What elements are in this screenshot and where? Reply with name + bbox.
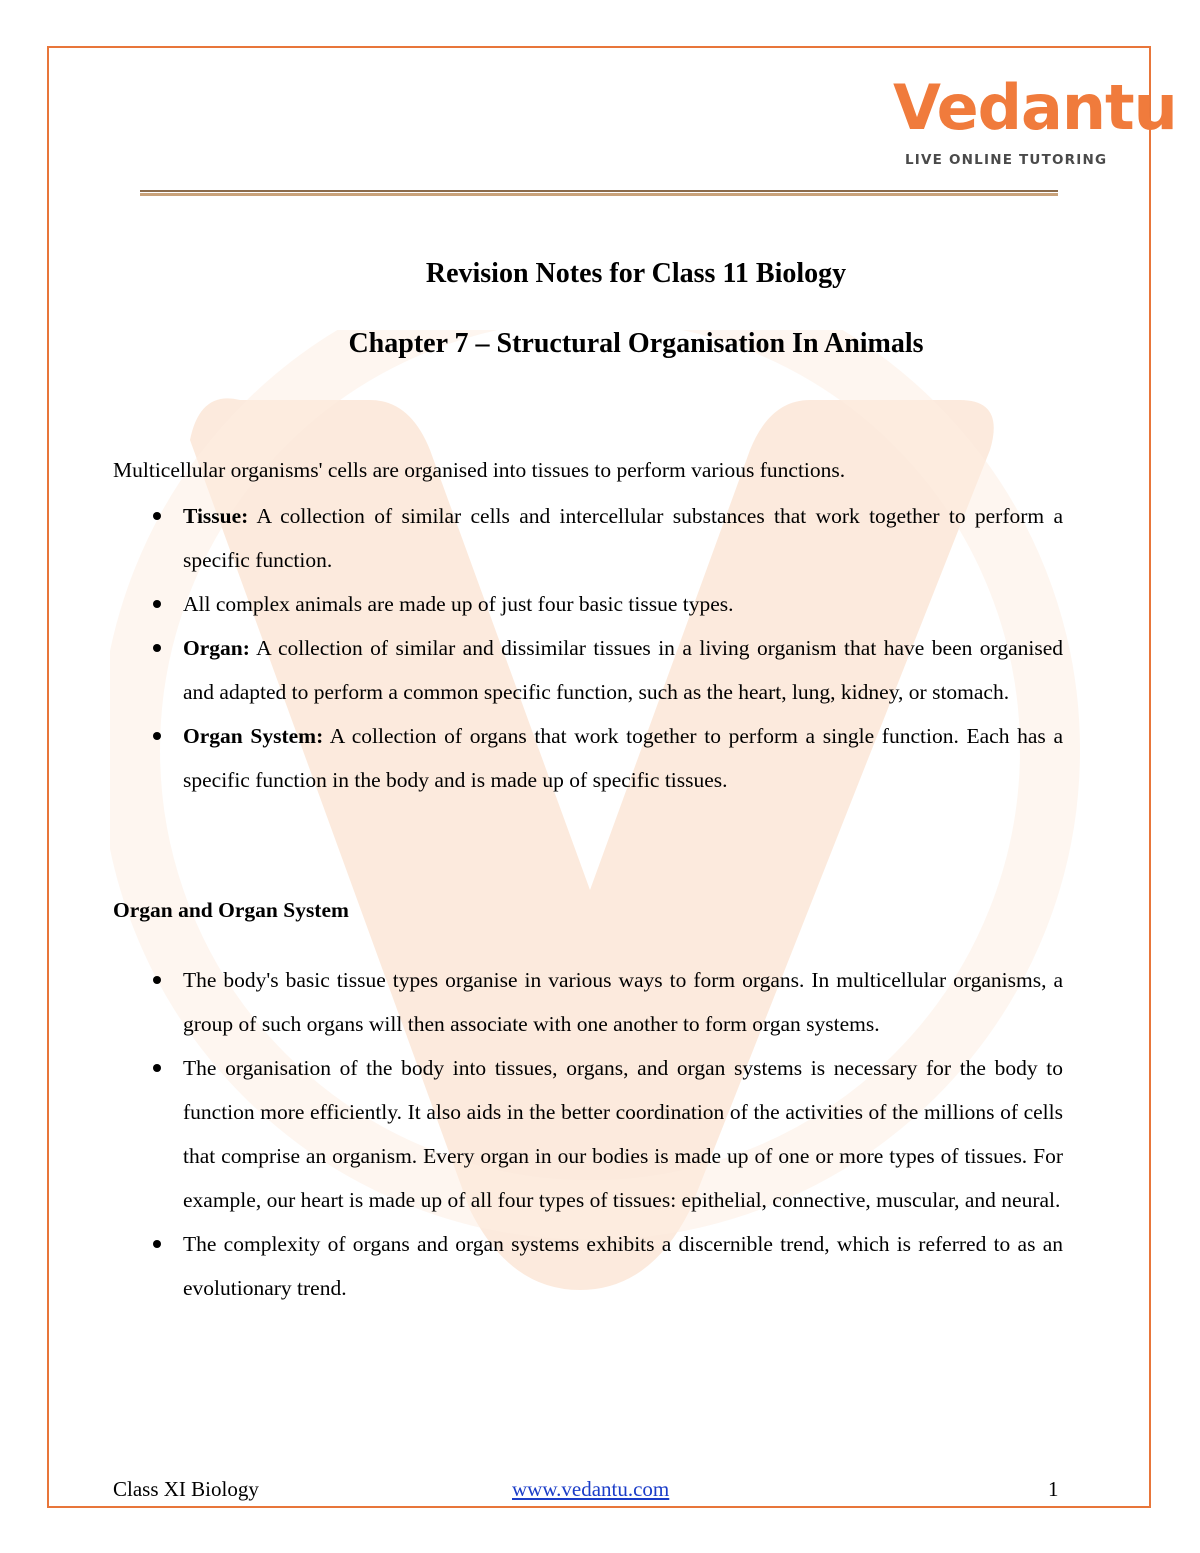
vedantu-logo [893,68,1177,178]
logo-tagline: LIVE ONLINE TUTORING [905,152,1108,168]
list-item [113,714,1063,802]
term-label: Tissue: [183,504,249,528]
term-text: A collection of similar and dissimilar tissues in a living organism that have been organised and adapted to perform a common specific function, such as the heart, lung, kidney, or stomach. [183,636,1063,704]
header-rule [140,190,1058,196]
term-label: Organ: [183,636,250,660]
list-item: The body's basic tissue types organise in various ways to form organs. In multicellular organisms, a group of such organs will then associate with one another to form organ systems. [113,958,1063,1046]
definitions-list [113,494,1063,802]
intro-paragraph: Multicellular organisms' cells are organised into tissues to perform various functions. [113,458,846,482]
footer-class-label: Class XI Biology [113,1477,259,1501]
term-text: A collection of organs that work together to perform a single function. Each has a specific function in the body and is made up of specific tissues. [183,724,1063,792]
term-label: Organ System: [183,724,324,748]
section-points-list [113,958,1063,1310]
list-item [113,494,1063,582]
logo-wordmark: Vedantu [893,71,1177,144]
chapter-title: Chapter 7 – Structural Organisation In Animals [348,328,924,359]
term-text: All complex animals are made up of just four basic tissue types. [183,592,734,616]
list-item [113,626,1063,714]
list-item [113,582,1063,626]
list-item: The complexity of organs and organ systems exhibits a discernible trend, which is referred to as an evolutionary trend. [113,1222,1063,1310]
page-number: 1 [1048,1477,1059,1501]
list-item: The organisation of the body into tissues, organs, and organ systems is necessary for the body to function more efficiently. It also aids in the better coordination of the activities of the millions of cells that comprise an organism. Every organ in our bodies is made up of one or more types of tissues. For example, our heart is made up of all four types of tissues: epithelial, connective, muscular, and neural. [113,1046,1063,1222]
footer-website-link[interactable]: www.vedantu.com [512,1477,670,1501]
section-heading: Organ and Organ System [113,898,349,922]
term-text: A collection of similar cells and intercellular substances that work together to perform a specific function. [183,504,1063,572]
document-title: Revision Notes for Class 11 Biology [425,258,847,289]
